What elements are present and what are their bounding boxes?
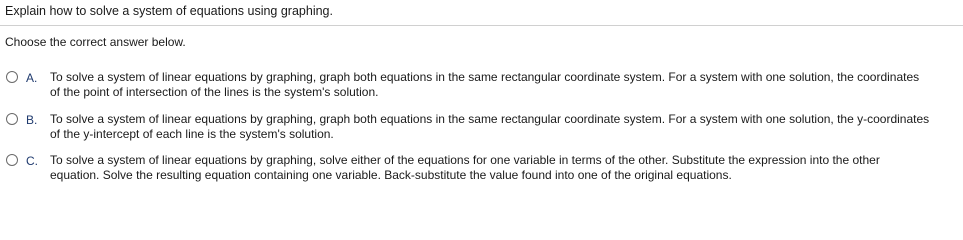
radio-button-a[interactable]	[6, 71, 18, 83]
option-text-c[interactable]: To solve a system of linear equations by graphing, solve either of the equations for one variable in terms of the other. Substitute the expression into the other equation. Solve the resulting equation containing one variable. Back-substitute the value found into one of the original equations.	[50, 153, 880, 182]
instruction-text: Choose the correct answer below.	[5, 35, 186, 49]
radio-button-c[interactable]	[6, 154, 18, 166]
option-letter-b: B.	[26, 113, 38, 127]
radio-button-b[interactable]	[6, 113, 18, 125]
option-letter-a: A.	[26, 71, 38, 85]
option-text-b[interactable]: To solve a system of linear equations by graphing, graph both equations in the same rectangular coordinate system. For a system with one solution, the y-coordinates of the y-intercept of each line is the system's solution.	[50, 112, 930, 141]
option-text-a[interactable]: To solve a system of linear equations by graphing, graph both equations in the same rectangular coordinate system. For a system with one solution, the coordinates of the point of intersection of the lines is the system's solution.	[50, 70, 920, 99]
option-letter-c: C.	[26, 154, 38, 168]
divider	[0, 25, 963, 26]
question-text: Explain how to solve a system of equations using graphing.	[5, 4, 333, 18]
